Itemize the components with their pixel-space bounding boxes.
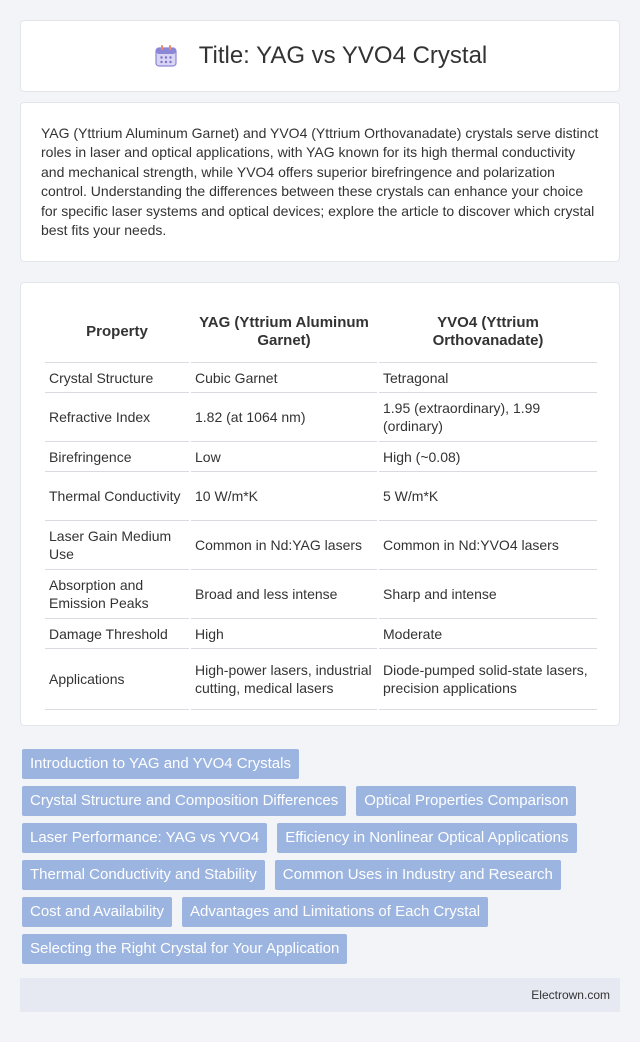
- cell-yag: Cubic Garnet: [191, 363, 377, 393]
- tag-cost-availability[interactable]: Cost and Availability: [22, 897, 172, 927]
- tag-crystal-structure[interactable]: Crystal Structure and Composition Differences: [22, 786, 346, 816]
- tag-optical-properties[interactable]: Optical Properties Comparison: [356, 786, 576, 816]
- cell-yag: Low: [191, 442, 377, 472]
- cell-property: Absorption and Emission Peaks: [45, 570, 189, 619]
- cell-yag: 10 W/m*K: [191, 472, 377, 521]
- calendar-icon: [153, 43, 179, 69]
- tag-thermal-conductivity[interactable]: Thermal Conductivity and Stability: [22, 860, 265, 890]
- footer-site-name[interactable]: Electrown.com: [531, 988, 610, 1002]
- table-row: [45, 442, 597, 472]
- cell-yag: Common in Nd:YAG lasers: [191, 521, 377, 570]
- cell-property: Laser Gain Medium Use: [45, 521, 189, 570]
- table-row: [45, 472, 597, 521]
- table-row: [45, 649, 597, 710]
- tag-nonlinear-efficiency[interactable]: Efficiency in Nonlinear Optical Applications: [277, 823, 576, 853]
- cell-yag: 1.82 (at 1064 nm): [191, 393, 377, 442]
- table-row: [45, 363, 597, 393]
- cell-yvo4: 1.95 (extraordinary), 1.99 (ordinary): [379, 393, 597, 442]
- cell-property: Crystal Structure: [45, 363, 189, 393]
- cell-yvo4: High (~0.08): [379, 442, 597, 472]
- intro-card: [20, 102, 620, 262]
- table-row: [45, 619, 597, 649]
- cell-yag: Broad and less intense: [191, 570, 377, 619]
- cell-yvo4: Sharp and intense: [379, 570, 597, 619]
- tag-introduction[interactable]: Introduction to YAG and YVO4 Crystals: [22, 749, 299, 779]
- column-header-yag: YAG (Yttrium Aluminum Garnet): [191, 301, 377, 363]
- tag-selecting-crystal[interactable]: Selecting the Right Crystal for Your Application: [22, 934, 347, 964]
- topic-tags: [22, 749, 622, 971]
- page-title: Title: YAG vs YVO4 Crystal: [198, 42, 488, 69]
- cell-yvo4: Tetragonal: [379, 363, 597, 393]
- tag-advantages-limitations[interactable]: Advantages and Limitations of Each Crystal: [182, 897, 488, 927]
- tag-common-uses[interactable]: Common Uses in Industry and Research: [275, 860, 561, 890]
- column-header-property: Property: [45, 301, 189, 363]
- title-card: [20, 20, 620, 92]
- cell-yag: High: [191, 619, 377, 649]
- footer: [20, 978, 620, 1012]
- cell-yvo4: 5 W/m*K: [379, 472, 597, 521]
- table-row: [45, 393, 597, 442]
- column-header-yvo4: YVO4 (Yttrium Orthovanadate): [379, 301, 597, 363]
- cell-property: Thermal Conductivity: [45, 472, 189, 521]
- cell-yvo4: Common in Nd:YVO4 lasers: [379, 521, 597, 570]
- table-row: [45, 570, 597, 619]
- cell-yag: High-power lasers, industrial cutting, medical lasers: [191, 649, 377, 710]
- intro-text: YAG (Yttrium Aluminum Garnet) and YVO4 (Yttrium Orthovanadate) crystals serve distinct roles in laser and optical applications, with YAG known for its high thermal conductivity and mechanical strength, while YVO4 offers superior birefringence and polarization control. Understanding the differences between these crystals can enhance your choice for specific laser systems and optical devices; explore the article to discover which crystal best fits your needs.: [41, 125, 599, 239]
- cell-property: Refractive Index: [45, 393, 189, 442]
- tag-laser-performance[interactable]: Laser Performance: YAG vs YVO4: [22, 823, 267, 853]
- table-row: [45, 521, 597, 570]
- cell-property: Damage Threshold: [45, 619, 189, 649]
- comparison-table: [43, 301, 599, 710]
- cell-yvo4: Moderate: [379, 619, 597, 649]
- cell-property: Applications: [45, 649, 189, 710]
- cell-property: Birefringence: [45, 442, 189, 472]
- comparison-table-card: [20, 282, 620, 726]
- cell-yvo4: Diode-pumped solid-state lasers, precision applications: [379, 649, 597, 710]
